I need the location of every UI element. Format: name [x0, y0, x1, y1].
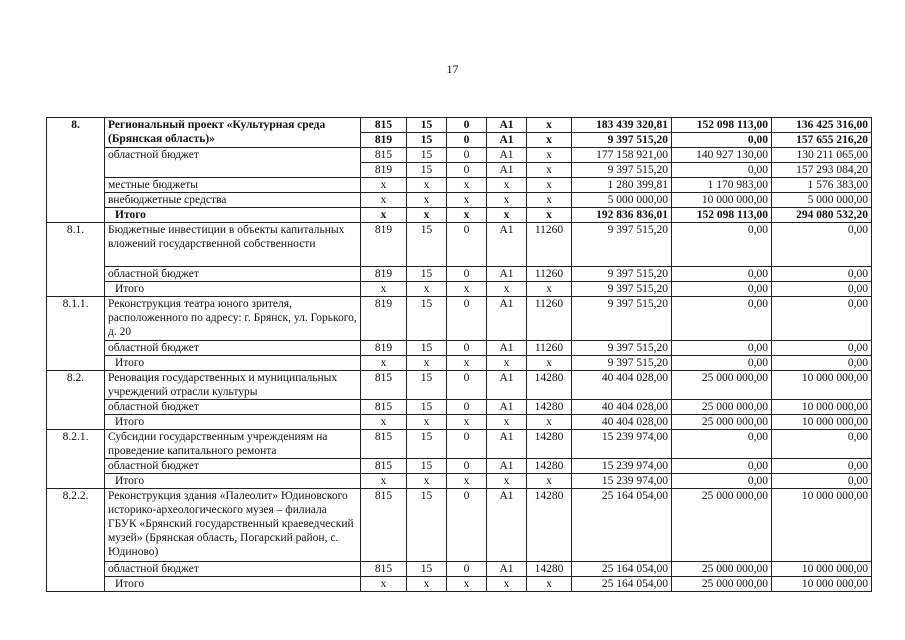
subsection-code: x	[447, 474, 487, 489]
expense-code: x	[527, 282, 572, 297]
page-number: 17	[446, 62, 459, 76]
amount-year-3: 294 080 532,20	[772, 208, 872, 223]
expense-code: 14280	[527, 562, 572, 577]
row-name: Итого	[105, 577, 361, 592]
expense-code: x	[527, 133, 572, 148]
amount-year-3: 157 293 084,20	[772, 163, 872, 178]
expense-code: 14280	[527, 371, 572, 400]
amount-year-2: 1 170 983,00	[672, 178, 772, 193]
target-code: x	[487, 356, 527, 371]
amount-year-2: 0,00	[672, 474, 772, 489]
grbs-code: x	[361, 577, 407, 592]
subsection-code: x	[447, 356, 487, 371]
section-code: 15	[407, 489, 447, 562]
target-code: A1	[487, 267, 527, 282]
target-code: x	[487, 178, 527, 193]
amount-year-3: 5 000 000,00	[772, 193, 872, 208]
amount-year-2: 25 000 000,00	[672, 562, 772, 577]
amount-year-1: 25 164 054,00	[572, 577, 672, 592]
expense-code: 11260	[527, 267, 572, 282]
amount-year-1: 9 397 515,20	[572, 133, 672, 148]
amount-year-1: 177 158 921,00	[572, 148, 672, 163]
row-name: Реновация государственных и муниципальных учреждений отрасли культуры	[105, 371, 361, 400]
amount-year-3: 0,00	[772, 356, 872, 371]
section-code: 15	[407, 118, 447, 133]
row-number: 8.1.1.	[47, 297, 105, 371]
grbs-code: 819	[361, 163, 407, 178]
grbs-code: 819	[361, 297, 407, 341]
subsection-code: 0	[447, 118, 487, 133]
amount-year-3: 10 000 000,00	[772, 371, 872, 400]
amount-year-1: 9 397 515,20	[572, 356, 672, 371]
subsection-code: 0	[447, 341, 487, 356]
amount-year-1: 15 239 974,00	[572, 474, 672, 489]
subsection-code: 0	[447, 562, 487, 577]
grbs-code: 819	[361, 133, 407, 148]
amount-year-3: 136 425 316,00	[772, 118, 872, 133]
subsection-code: 0	[447, 148, 487, 163]
table-row	[47, 371, 872, 400]
expense-code: x	[527, 148, 572, 163]
row-number: 8.2.1.	[47, 430, 105, 489]
amount-year-1: 9 397 515,20	[572, 223, 672, 267]
amount-year-1: 5 000 000,00	[572, 193, 672, 208]
row-number: 8.1.	[47, 223, 105, 297]
expense-code: x	[527, 356, 572, 371]
row-name: Итого	[105, 474, 361, 489]
subsection-code: x	[447, 178, 487, 193]
grbs-code: 815	[361, 118, 407, 133]
table-row	[47, 208, 872, 223]
amount-year-1: 40 404 028,00	[572, 400, 672, 415]
section-code: 15	[407, 341, 447, 356]
amount-year-1: 25 164 054,00	[572, 562, 672, 577]
target-code: A1	[487, 489, 527, 562]
amount-year-3: 0,00	[772, 474, 872, 489]
amount-year-2: 0,00	[672, 163, 772, 178]
grbs-code: x	[361, 193, 407, 208]
expense-code: 11260	[527, 223, 572, 267]
table-row	[47, 193, 872, 208]
subsection-code: x	[447, 208, 487, 223]
section-code: x	[407, 356, 447, 371]
amount-year-2: 25 000 000,00	[672, 415, 772, 430]
row-name: областной бюджет	[105, 562, 361, 577]
grbs-code: 819	[361, 341, 407, 356]
expense-code: 14280	[527, 489, 572, 562]
grbs-code: x	[361, 178, 407, 193]
grbs-code: x	[361, 208, 407, 223]
amount-year-2: 152 098 113,00	[672, 118, 772, 133]
target-code: A1	[487, 133, 527, 148]
row-name: областной бюджет	[105, 459, 361, 474]
amount-year-3: 0,00	[772, 430, 872, 459]
subsection-code: x	[447, 193, 487, 208]
section-code: 15	[407, 267, 447, 282]
amount-year-1: 15 239 974,00	[572, 459, 672, 474]
amount-year-2: 0,00	[672, 282, 772, 297]
subsection-code: 0	[447, 133, 487, 148]
amount-year-2: 152 098 113,00	[672, 208, 772, 223]
table-row	[47, 577, 872, 592]
grbs-code: 815	[361, 430, 407, 459]
grbs-code: x	[361, 415, 407, 430]
target-code: x	[487, 474, 527, 489]
target-code: A1	[487, 118, 527, 133]
row-name: Итого	[105, 415, 361, 430]
row-name: Реконструкция здания «Палеолит» Юдиновского историко-археологического музея – филиала ГБУК «Брянский государственный краеведческий музей» (Брянская область, Погарский район, с. Юдиново)	[105, 489, 361, 562]
section-code: 15	[407, 371, 447, 400]
grbs-code: 815	[361, 148, 407, 163]
amount-year-3: 10 000 000,00	[772, 415, 872, 430]
row-name: местные бюджеты	[105, 178, 361, 193]
grbs-code: 815	[361, 371, 407, 400]
amount-year-1: 9 397 515,20	[572, 297, 672, 341]
amount-year-3: 0,00	[772, 341, 872, 356]
amount-year-1: 40 404 028,00	[572, 415, 672, 430]
amount-year-3: 0,00	[772, 267, 872, 282]
section-code: 15	[407, 148, 447, 163]
row-number: 8.2.	[47, 371, 105, 430]
grbs-code: 815	[361, 400, 407, 415]
target-code: x	[487, 193, 527, 208]
expense-code: x	[527, 193, 572, 208]
section-code: 15	[407, 223, 447, 267]
target-code: A1	[487, 459, 527, 474]
amount-year-1: 9 397 515,20	[572, 282, 672, 297]
section-code: 15	[407, 163, 447, 178]
grbs-code: x	[361, 474, 407, 489]
section-code: 15	[407, 459, 447, 474]
table-row	[47, 297, 872, 341]
target-code: x	[487, 577, 527, 592]
amount-year-3: 0,00	[772, 297, 872, 341]
row-name: областной бюджет	[105, 341, 361, 356]
amount-year-2: 25 000 000,00	[672, 489, 772, 562]
row-name: областной бюджет	[105, 148, 361, 178]
amount-year-3: 10 000 000,00	[772, 400, 872, 415]
target-code: A1	[487, 148, 527, 163]
table-row	[47, 474, 872, 489]
amount-year-2: 0,00	[672, 430, 772, 459]
row-name: областной бюджет	[105, 267, 361, 282]
row-number: 8.2.2.	[47, 489, 105, 592]
target-code: x	[487, 415, 527, 430]
target-code: x	[487, 282, 527, 297]
table-row	[47, 267, 872, 282]
amount-year-2: 0,00	[672, 459, 772, 474]
amount-year-3: 1 576 383,00	[772, 178, 872, 193]
subsection-code: x	[447, 415, 487, 430]
section-code: 15	[407, 562, 447, 577]
table-row	[47, 118, 872, 133]
amount-year-1: 183 439 320,81	[572, 118, 672, 133]
section-code: 15	[407, 400, 447, 415]
expense-code: x	[527, 208, 572, 223]
amount-year-2: 0,00	[672, 223, 772, 267]
table-row	[47, 562, 872, 577]
amount-year-2: 140 927 130,00	[672, 148, 772, 163]
section-code: x	[407, 577, 447, 592]
subsection-code: 0	[447, 489, 487, 562]
row-name: областной бюджет	[105, 400, 361, 415]
target-code: A1	[487, 562, 527, 577]
row-name: Реконструкция театра юного зрителя, расположенного по адресу: г. Брянск, ул. Горького, д. 20	[105, 297, 361, 341]
table-row	[47, 400, 872, 415]
target-code: A1	[487, 400, 527, 415]
expense-code: x	[527, 178, 572, 193]
table-row	[47, 341, 872, 356]
section-code: x	[407, 178, 447, 193]
expense-code: x	[527, 415, 572, 430]
section-code: x	[407, 208, 447, 223]
amount-year-1: 40 404 028,00	[572, 371, 672, 400]
amount-year-1: 9 397 515,20	[572, 341, 672, 356]
row-name: Субсидии государственным учреждениям на проведение капитального ремонта	[105, 430, 361, 459]
expense-code: x	[527, 163, 572, 178]
amount-year-2: 25 000 000,00	[672, 400, 772, 415]
table-row	[47, 148, 872, 163]
amount-year-3: 10 000 000,00	[772, 489, 872, 562]
target-code: A1	[487, 163, 527, 178]
amount-year-1: 15 239 974,00	[572, 430, 672, 459]
section-code: x	[407, 193, 447, 208]
table-row	[47, 282, 872, 297]
target-code: A1	[487, 371, 527, 400]
subsection-code: 0	[447, 297, 487, 341]
grbs-code: 815	[361, 489, 407, 562]
row-name: Итого	[105, 208, 361, 223]
amount-year-1: 9 397 515,20	[572, 163, 672, 178]
amount-year-3: 157 655 216,20	[772, 133, 872, 148]
section-code: x	[407, 415, 447, 430]
expense-code: 14280	[527, 430, 572, 459]
expense-code: 14280	[527, 400, 572, 415]
section-code: 15	[407, 133, 447, 148]
section-code: x	[407, 474, 447, 489]
amount-year-2: 0,00	[672, 133, 772, 148]
section-code: 15	[407, 297, 447, 341]
grbs-code: 815	[361, 459, 407, 474]
grbs-code: 819	[361, 267, 407, 282]
expense-code: x	[527, 577, 572, 592]
amount-year-2: 25 000 000,00	[672, 371, 772, 400]
table-row	[47, 178, 872, 193]
amount-year-1: 9 397 515,20	[572, 267, 672, 282]
amount-year-3: 0,00	[772, 459, 872, 474]
table-row	[47, 459, 872, 474]
subsection-code: 0	[447, 267, 487, 282]
section-code: x	[407, 282, 447, 297]
amount-year-1: 25 164 054,00	[572, 489, 672, 562]
table-row	[47, 356, 872, 371]
amount-year-1: 192 836 836,01	[572, 208, 672, 223]
amount-year-2: 0,00	[672, 356, 772, 371]
amount-year-2: 0,00	[672, 267, 772, 282]
table-body	[47, 118, 872, 592]
row-name: Бюджетные инвестиции в объекты капитальных вложений государственной собственности	[105, 223, 361, 267]
budget-table	[46, 117, 872, 592]
amount-year-2: 0,00	[672, 341, 772, 356]
amount-year-3: 10 000 000,00	[772, 577, 872, 592]
expense-code: x	[527, 118, 572, 133]
amount-year-3: 0,00	[772, 282, 872, 297]
subsection-code: 0	[447, 223, 487, 267]
amount-year-1: 1 280 399,81	[572, 178, 672, 193]
expense-code: 14280	[527, 459, 572, 474]
expense-code: x	[527, 474, 572, 489]
row-name: Региональный проект «Культурная среда (Брянская область)»	[105, 118, 361, 148]
target-code: A1	[487, 223, 527, 267]
table-row	[47, 489, 872, 562]
table-row	[47, 430, 872, 459]
row-name: Итого	[105, 282, 361, 297]
grbs-code: x	[361, 356, 407, 371]
amount-year-2: 0,00	[672, 297, 772, 341]
table-row	[47, 223, 872, 267]
subsection-code: 0	[447, 430, 487, 459]
subsection-code: x	[447, 282, 487, 297]
section-code: 15	[407, 430, 447, 459]
expense-code: 11260	[527, 341, 572, 356]
target-code: x	[487, 208, 527, 223]
subsection-code: 0	[447, 400, 487, 415]
amount-year-3: 0,00	[772, 223, 872, 267]
grbs-code: x	[361, 282, 407, 297]
grbs-code: 815	[361, 562, 407, 577]
amount-year-3: 130 211 065,00	[772, 148, 872, 163]
amount-year-2: 25 000 000,00	[672, 577, 772, 592]
amount-year-2: 10 000 000,00	[672, 193, 772, 208]
row-name: внебюджетные средства	[105, 193, 361, 208]
row-number: 8.	[47, 118, 105, 223]
subsection-code: 0	[447, 163, 487, 178]
target-code: A1	[487, 430, 527, 459]
subsection-code: 0	[447, 459, 487, 474]
target-code: A1	[487, 297, 527, 341]
subsection-code: x	[447, 577, 487, 592]
subsection-code: 0	[447, 371, 487, 400]
table-row	[47, 415, 872, 430]
target-code: A1	[487, 341, 527, 356]
row-name: Итого	[105, 356, 361, 371]
amount-year-3: 10 000 000,00	[772, 562, 872, 577]
grbs-code: 819	[361, 223, 407, 267]
expense-code: 11260	[527, 297, 572, 341]
